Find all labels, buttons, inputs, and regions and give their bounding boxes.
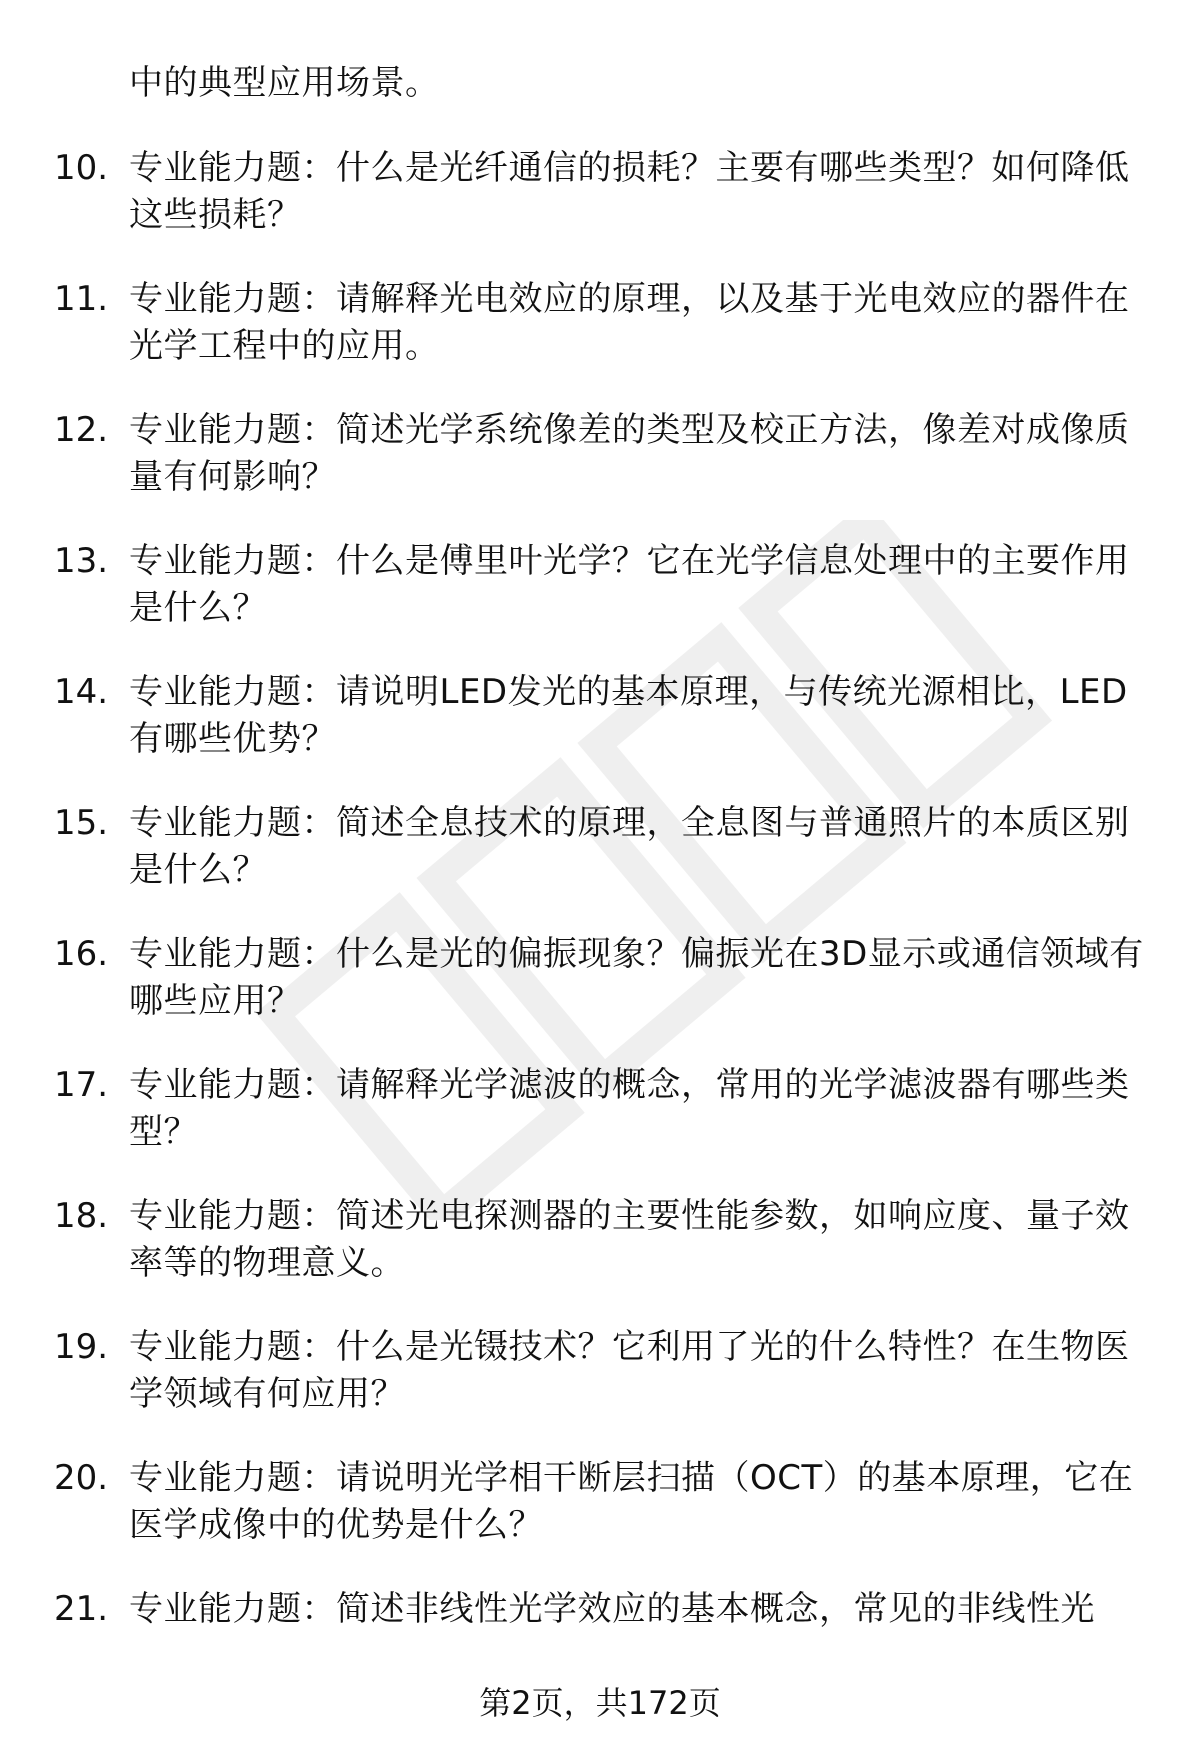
question-number: 15.	[54, 803, 109, 843]
question-item	[0, 931, 1200, 1062]
question-text: 专业能力题：请解释光电效应的原理，以及基于光电效应的器件在光学工程中的应用。	[129, 279, 1130, 366]
question-item	[0, 1455, 1200, 1586]
question-item	[0, 145, 1200, 276]
page-footer: 第2页，共172页	[479, 1684, 721, 1722]
question-text: 专业能力题：请解释光学滤波的概念，常用的光学滤波器有哪些类型？	[129, 1065, 1130, 1152]
question-number: 18.	[54, 1196, 109, 1236]
question-item	[0, 1193, 1200, 1324]
question-text: 专业能力题：什么是傅里叶光学？它在光学信息处理中的主要作用是什么？	[129, 541, 1130, 628]
question-text: 专业能力题：简述全息技术的原理，全息图与普通照片的本质区别是什么？	[129, 803, 1130, 890]
question-number: 21.	[54, 1589, 109, 1629]
question-text: 专业能力题：请说明LED发光的基本原理，与传统光源相比，LED有哪些优势？	[129, 672, 1128, 759]
question-item	[0, 1062, 1200, 1193]
continuation-text: 中的典型应用场景。	[129, 63, 440, 103]
question-number: 12.	[54, 410, 109, 450]
question-text: 专业能力题：什么是光镊技术？它利用了光的什么特性？在生物医学领域有何应用？	[129, 1327, 1130, 1414]
question-number: 14.	[54, 672, 109, 712]
question-number: 13.	[54, 541, 109, 581]
question-item	[0, 1324, 1200, 1455]
question-list	[0, 145, 1200, 1717]
question-text: 专业能力题：请说明光学相干断层扫描（OCT）的基本原理，它在医学成像中的优势是什么？	[129, 1458, 1134, 1545]
question-number: 20.	[54, 1458, 109, 1498]
question-item	[0, 407, 1200, 538]
question-number: 17.	[54, 1065, 109, 1105]
question-number: 10.	[54, 148, 109, 188]
question-text: 专业能力题：简述光电探测器的主要性能参数，如响应度、量子效率等的物理意义。	[129, 1196, 1130, 1283]
question-text: 专业能力题：简述非线性光学效应的基本概念，常见的非线性光	[129, 1589, 1095, 1629]
question-item	[0, 276, 1200, 407]
question-text: 专业能力题：什么是光纤通信的损耗？主要有哪些类型？如何降低这些损耗？	[129, 148, 1130, 235]
question-number: 11.	[54, 279, 109, 319]
question-item	[0, 800, 1200, 931]
question-text: 专业能力题：简述光学系统像差的类型及校正方法，像差对成像质量有何影响？	[129, 410, 1130, 497]
question-item	[0, 669, 1200, 800]
question-number: 19.	[54, 1327, 109, 1367]
question-number: 16.	[54, 934, 109, 974]
question-item	[0, 538, 1200, 669]
question-text: 专业能力题：什么是光的偏振现象？偏振光在3D显示或通信领域有哪些应用？	[129, 934, 1144, 1021]
